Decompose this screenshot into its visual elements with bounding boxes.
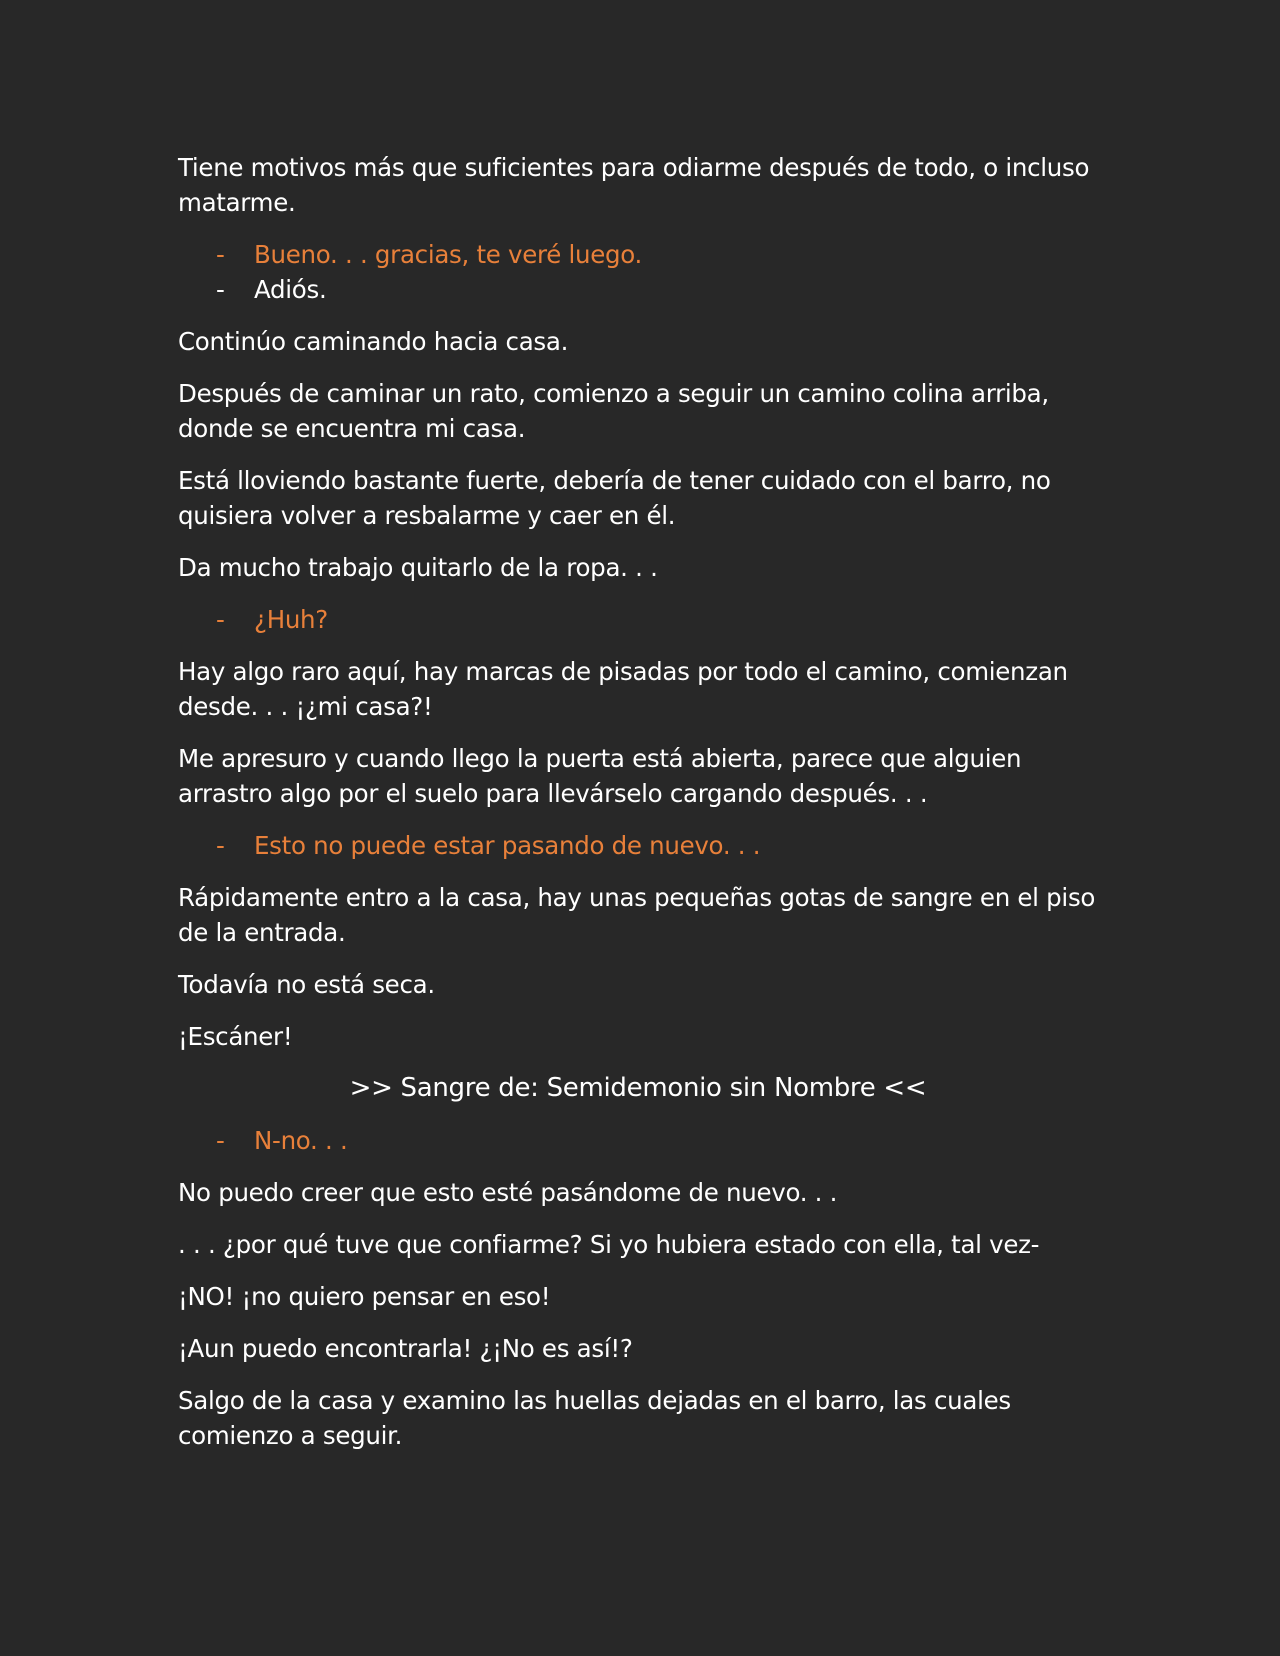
system-message: >> Sangre de: Semidemonio sin Nombre << [349,1073,927,1103]
dialogue-line [178,237,1108,272]
narration-paragraph: No puedo creer que esto esté pasándome de nuevo. . . [178,1178,838,1207]
dialogue-dash: - [216,275,225,304]
dialogue-text: Esto no puede estar pasando de nuevo. . . [254,831,761,860]
dialogue-text: Bueno. . . gracias, te veré luego. [254,240,643,269]
narration-paragraph: Continúo caminando hacia casa. [178,327,569,356]
narration-paragraph: Salgo de la casa y examino las huellas dejadas en el barro, las cuales comienzo a seguir. [178,1386,1011,1450]
dialogue-list [178,237,1108,307]
dialogue-list [178,1123,1108,1158]
narration-paragraph: Después de caminar un rato, comienzo a seguir un camino colina arriba, donde se encuentra mi casa. [178,379,1049,443]
narration-paragraph: Me apresuro y cuando llego la puerta está abierta, parece que alguien arrastro algo por el suelo para llevárselo cargando después. . . [178,744,1022,808]
dialogue-dash: - [216,1126,225,1155]
dialogue-list [178,828,1108,863]
narration-paragraph: Todavía no está seca. [178,970,435,999]
story-page [178,150,1108,1470]
dialogue-list [178,602,1108,637]
narration-paragraph: ¡Escáner! [178,1022,293,1051]
narration-paragraph: Da mucho trabajo quitarlo de la ropa. . . [178,553,658,582]
narration-paragraph: ¡Aun puedo encontrarla! ¿¡No es así!? [178,1334,633,1363]
narration-paragraph: Tiene motivos más que suficientes para odiarme después de todo, o incluso matarme. [178,153,1090,217]
dialogue-dash: - [216,831,225,860]
dialogue-dash: - [216,240,225,269]
dialogue-line [178,1123,1108,1158]
dialogue-text: Adiós. [254,275,327,304]
dialogue-line [178,272,1108,307]
narration-paragraph: Está lloviendo bastante fuerte, debería de tener cuidado con el barro, no quisiera volver a resbalarme y caer en él. [178,466,1051,530]
dialogue-text: N-no. . . [254,1126,348,1155]
narration-paragraph: ¡NO! ¡no quiero pensar en eso! [178,1282,551,1311]
dialogue-line [178,602,1108,637]
narration-paragraph: . . . ¿por qué tuve que confiarme? Si yo hubiera estado con ella, tal vez- [178,1230,1040,1259]
narration-paragraph: Hay algo raro aquí, hay marcas de pisadas por todo el camino, comienzan desde. . . ¡¿mi casa?! [178,657,1068,721]
dialogue-text: ¿Huh? [254,605,328,634]
narration-paragraph: Rápidamente entro a la casa, hay unas pequeñas gotas de sangre en el piso de la entrada. [178,883,1096,947]
dialogue-dash: - [216,605,225,634]
dialogue-line [178,828,1108,863]
